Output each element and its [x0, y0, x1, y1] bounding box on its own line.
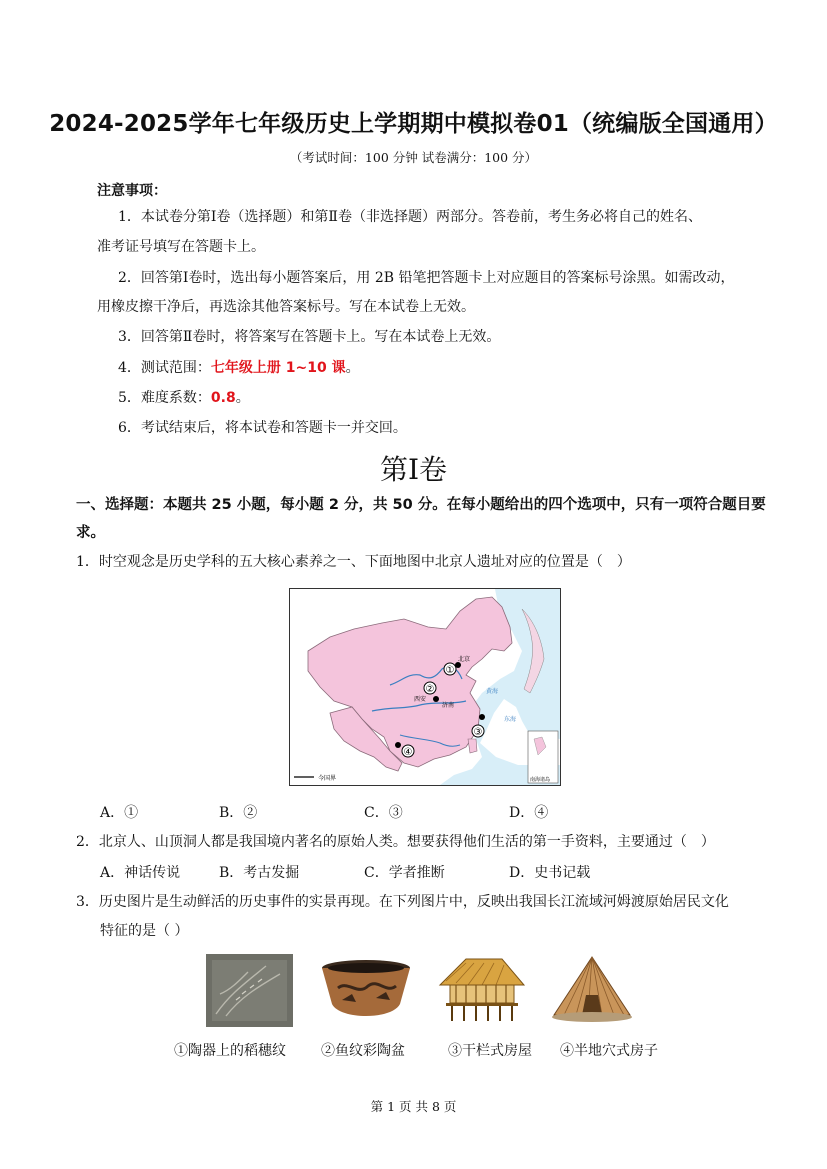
q1-option-b[interactable]: B．②	[219, 805, 258, 821]
note-item-1-cont: 准考证号填写在答题卡上。	[97, 239, 265, 255]
sea-east: 东海	[504, 716, 517, 723]
page-title: 2024-2025学年七年级历史上学期期中模拟卷01（统编版全国通用）	[49, 111, 778, 137]
note-item-5-end: 。	[235, 390, 250, 406]
marker-3: ③	[473, 727, 483, 738]
q1-option-a[interactable]: A．①	[100, 805, 139, 821]
test-scope: 七年级上册 1~10 课	[210, 360, 346, 376]
note-item-2-cont: 用橡皮擦干净后，再选涂其他答案标号。写在本试卷上无效。	[97, 299, 475, 315]
q1-option-c[interactable]: C．③	[364, 805, 403, 821]
stilt-house-graphic	[436, 955, 527, 1023]
note-item-3: 3．回答第Ⅱ卷时，将答案写在答题卡上。写在本试卷上无效。	[118, 329, 501, 345]
q2-option-a[interactable]: A．神话传说	[100, 865, 181, 881]
q3-caption-3: ③干栏式房屋	[448, 1043, 532, 1059]
city-beijing: 北京	[458, 656, 471, 663]
volume-title: 第Ⅰ卷	[379, 453, 448, 486]
city-jinan: 济南	[442, 702, 455, 709]
question-3-stem: 3．历史图片是生动鲜活的历史事件的实景再现。在下列图片中，反映出我国长江流域河姆渡原始居民文化	[76, 894, 729, 910]
q2-option-d[interactable]: D．史书记载	[509, 865, 591, 881]
note-item-1: 1．本试卷分第Ⅰ卷（选择题）和第Ⅱ卷（非选择题）两部分。答卷前，考生务必将自己的姓名、	[118, 209, 702, 225]
marker-1: ①	[445, 665, 455, 676]
question-3-stem-cont: 特征的是（ ）	[100, 923, 189, 939]
inset-label: 南海诸岛	[530, 777, 551, 783]
semi-pit-house-image	[550, 955, 634, 1025]
city-xian: 西安	[414, 696, 427, 703]
rice-pattern-pottery-image	[206, 954, 293, 1027]
page-footer: 第 1 页 共 8 页	[370, 1099, 457, 1114]
sea-yellow: 黄海	[486, 688, 499, 695]
question-1-stem: 1．时空观念是历史学科的五大核心素养之一、下面地图中北京人遗址对应的位置是（ ）	[76, 554, 631, 570]
section-heading-cont: 求。	[76, 525, 105, 541]
exam-info: （考试时间：100 分钟 试卷满分：100 分）	[289, 150, 538, 165]
basin-graphic	[320, 958, 413, 1024]
notes-heading: 注意事项：	[97, 183, 167, 199]
note-item-6: 6．考试结束后，将本试卷和答题卡一并交回。	[118, 420, 407, 436]
stilt-house-image	[436, 955, 527, 1023]
q3-caption-1: ①陶器上的稻穗纹	[174, 1043, 286, 1059]
note-item-4-end: 。	[345, 360, 360, 376]
difficulty-value: 0.8	[210, 390, 236, 406]
china-map-graphic	[290, 589, 560, 785]
marker-2: ②	[425, 684, 435, 695]
marker-4: ④	[403, 747, 413, 758]
rice-pattern-graphic	[206, 954, 293, 1027]
note-item-2: 2．回答第Ⅰ卷时，选出每小题答案后，用 2B 铅笔把答题卡上对应题目的答案标号涂黑。如需改动，	[118, 270, 735, 286]
q1-option-d[interactable]: D．④	[509, 805, 549, 821]
question-2-stem: 2．北京人、山顶洞人都是我国境内著名的原始人类。想要获得他们生活的第一手资料，主要通过（ ）	[76, 834, 715, 850]
note-item-4-label: 4．测试范围：	[118, 360, 211, 376]
china-map	[289, 588, 561, 786]
pit-house-graphic	[550, 955, 634, 1025]
fish-painted-basin-image	[320, 958, 413, 1024]
inset-frame	[528, 731, 558, 783]
q3-caption-4: ④半地穴式房子	[560, 1043, 658, 1059]
map-legend: 今国界	[318, 775, 337, 782]
note-item-5-label: 5．难度系数：	[118, 390, 211, 406]
q2-option-b[interactable]: B．考古发掘	[219, 865, 300, 881]
q2-option-c[interactable]: C．学者推断	[364, 865, 445, 881]
note-item-5	[118, 388, 250, 408]
q3-caption-2: ②鱼纹彩陶盆	[321, 1043, 405, 1059]
note-item-4	[118, 358, 360, 378]
section-heading: 一、选择题：本题共 25 小题，每小题 2 分，共 50 分。在每小题给出的四个选项中，只有一项符合题目要	[76, 497, 766, 513]
